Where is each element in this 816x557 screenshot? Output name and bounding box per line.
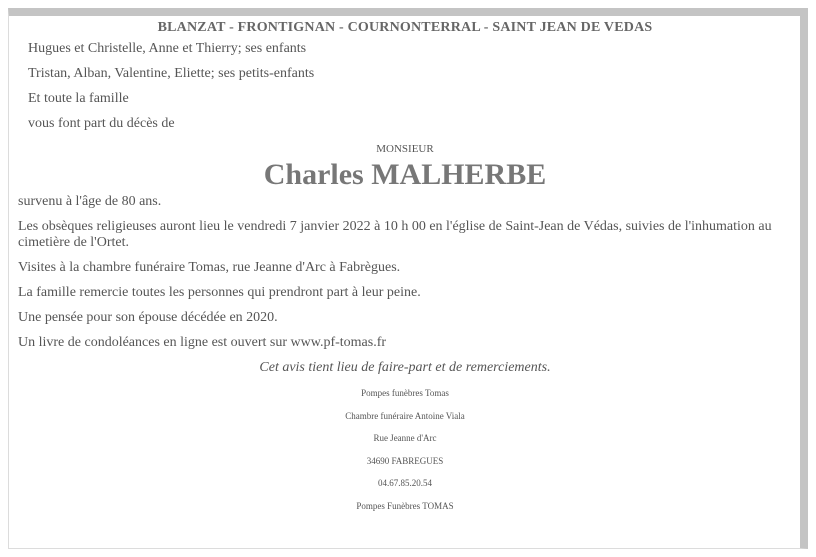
family-line-all: Et toute la famille <box>28 91 129 106</box>
age-paragraph: survenu à l'âge de 80 ans. <box>18 194 162 209</box>
remembrance-paragraph: Une pensée pour son épouse décédée en 2020. <box>18 310 278 325</box>
obituary-notice <box>18 16 792 512</box>
family-line-children: Hugues et Christelle, Anne et Thierry; ses enfants <box>28 41 307 56</box>
funeral-home-name: Pompes funèbres Tomas <box>361 388 449 398</box>
condolences-paragraph: Un livre de condoléances en ligne est ouvert sur www.pf-tomas.fr <box>18 335 387 350</box>
visits-paragraph: Visites à la chambre funéraire Tomas, rue Jeanne d'Arc à Fabrègues. <box>18 260 401 275</box>
funeral-chamber-name: Chambre funéraire Antoine Viala <box>345 410 465 421</box>
notice-remark: Cet avis tient lieu de faire-part et de remerciements. <box>259 360 551 375</box>
funeral-home-street: Rue Jeanne d'Arc <box>373 433 437 443</box>
funeral-home-signature: Pompes Funèbres TOMAS <box>356 500 454 511</box>
thanks-paragraph: La famille remercie toutes les personnes qui prendront part à leur peine. <box>18 285 421 300</box>
deceased-name: Charles MALHERBE <box>263 158 547 191</box>
deceased-title: MONSIEUR <box>376 143 434 155</box>
family-line-grandchildren: Tristan, Alban, Valentine, Eliette; ses petits-enfants <box>28 66 315 81</box>
funeral-paragraph: Les obsèques religieuses auront lieu le vendredi 7 janvier 2022 à 10 h 00 en l'église de Saint-Jean de Védas, suivies de l'inhumation au cimetière de l'Ortet. <box>18 219 772 250</box>
funeral-home-city: 34690 FABREGUES <box>366 455 444 466</box>
funeral-home-phone: 04.67.85.20.54 <box>378 478 432 488</box>
towns-header: BLANZAT - FRONTIGNAN - COURNONTERRAL - SAINT JEAN DE VEDAS <box>157 20 653 35</box>
announcement-line: vous font part du décès de <box>28 116 175 131</box>
